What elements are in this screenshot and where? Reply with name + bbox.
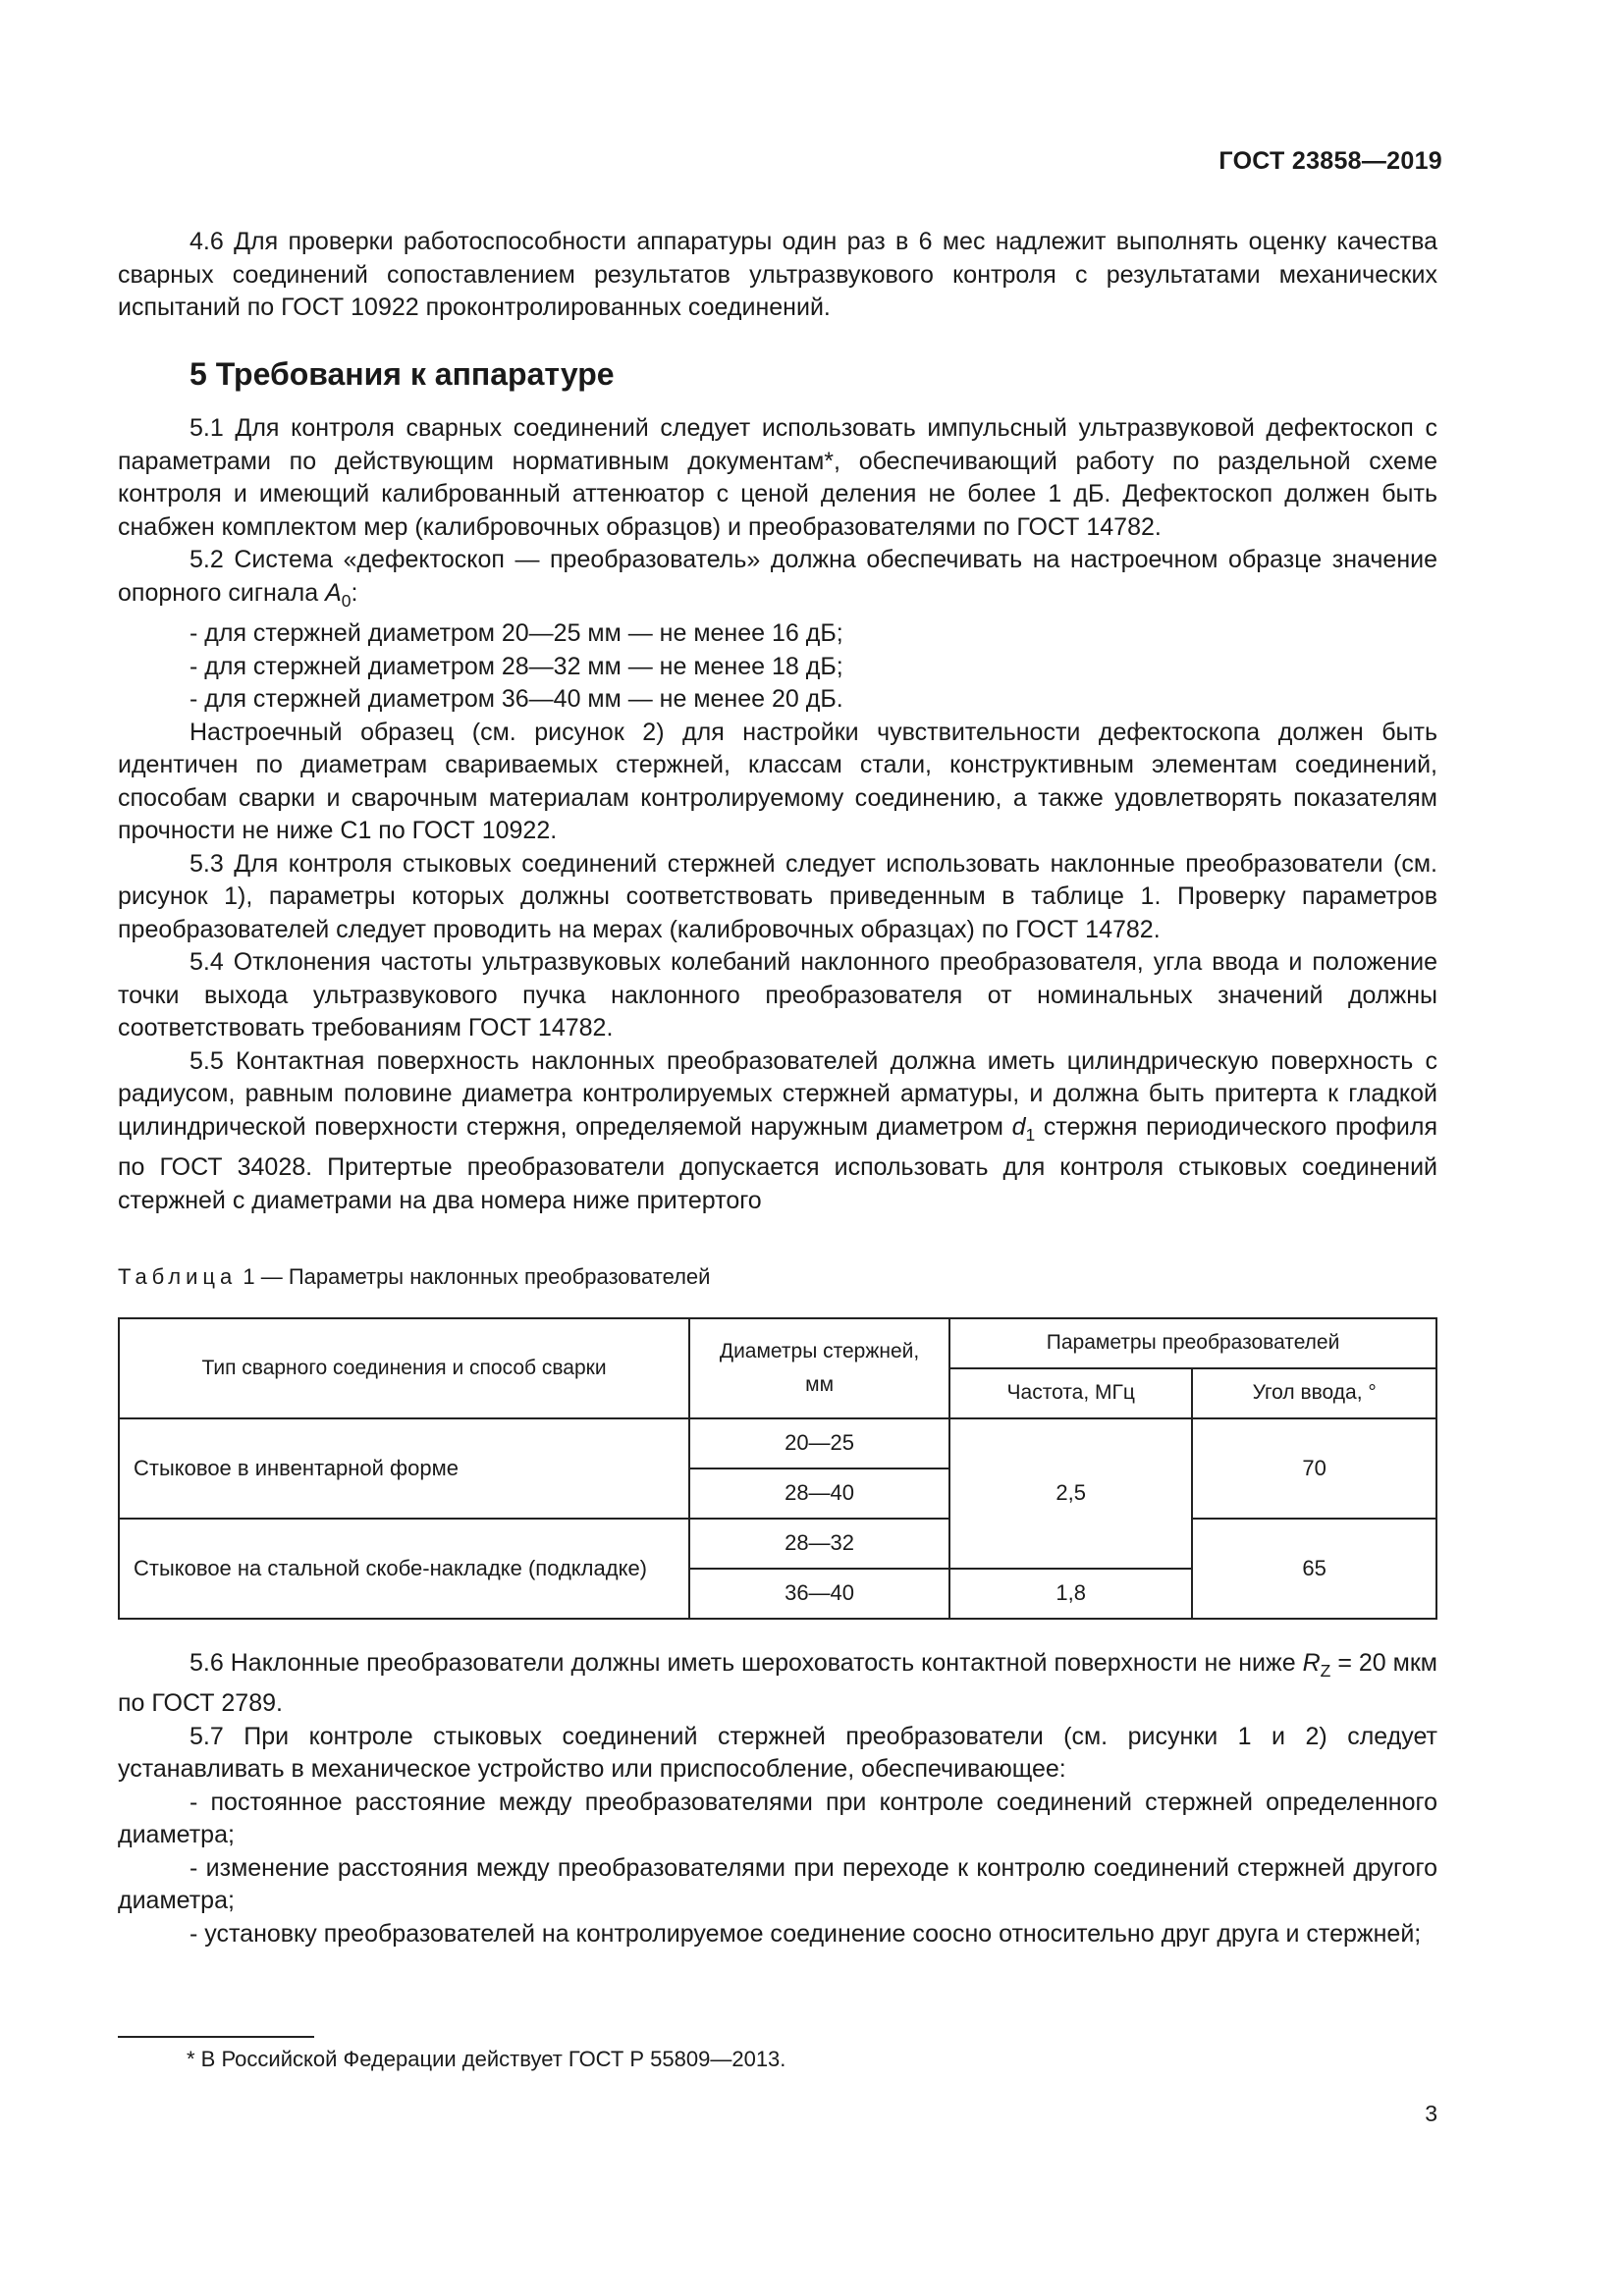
symbol-d: d [1011,1112,1026,1141]
parameters-table [118,1317,1437,1620]
header-angle: Угол ввода, ° [1192,1368,1436,1418]
paragraph-5-5-text-a: 5.5 Контактная поверхность наклонных преобразователей должна иметь цилиндрическую поверхность с радиусом, равным половине диаметра контролируемых стержней арматуры, и должна быть притерта к гладкой цилиндрической поверхности стержня, определяемой наружным диаметром [118,1046,1437,1141]
list-item: - для стержней диаметром 28—32 мм — не менее 18 дБ; [189,652,843,680]
paragraph-5-4: 5.4 Отклонения частоты ультразвуковых колебаний наклонного преобразователя, угла ввода и положение точки выхода ультразвукового пучка наклонного преобразователя от номинальных значений должны соответствовать требованиям ГОСТ 14782. [118,948,1437,1041]
paragraph-5-5 [118,1045,1437,1218]
cell-diameter: 28—32 [689,1519,949,1569]
table-row [119,1519,1436,1569]
paragraph-5-6 [118,1647,1437,1721]
paragraph-5-2-end: : [351,578,358,607]
paragraph-5-5-text-b: стержня периодического профиля по ГОСТ 34028. Притертые преобразователи допускается использовать для контроля стыковых соединений стержней с диаметрами на два номера ниже притертого [118,1112,1437,1214]
list-item: - постоянное расстояние между преобразователями при контроле соединений стержней определенного диаметра; [118,1788,1437,1848]
list-item: - для стержней диаметром 20—25 мм — не менее 16 дБ; [189,619,843,647]
paragraph-4-6: 4.6 Для проверки работоспособности аппаратуры один раз в 6 мес надлежит выполнять оценку качества сварных соединений сопоставлением результатов ультразвукового контроля с результатами механических испытаний по ГОСТ 10922 проконтролированных соединений. [118,228,1437,321]
paragraph-5-2-note: Настроечный образец (см. рисунок 2) для настройки чувствительности дефектоскопа должен быть идентичен по диаметрам свариваемых стержней, классам стали, конструктивным элементам соединений, способам сварки и сварочным материалам контролируемому соединению, а также удовлетворять показателям прочности не ниже С1 по ГОСТ 10922. [118,718,1437,844]
paragraph-5-3: 5.3 Для контроля стыковых соединений стержней следует использовать наклонные преобразователи (см. рисунок 1), параметры которых должны соответствовать приведенным в таблице 1. Проверку параметров преобразователей следует проводить на мерах (калибровочных образцах) по ГОСТ 14782. [118,849,1437,943]
page-number: 3 [1425,2101,1437,2126]
list-item: - для стержней диаметром 36—40 мм — не менее 20 дБ. [189,685,843,713]
cell-frequency: 1,8 [949,1569,1192,1619]
cell-angle: 70 [1192,1418,1436,1519]
table-caption-word: Таблица [118,1264,238,1289]
paragraph-5-2-text: 5.2 Система «дефектоскоп — преобразователь» должна обеспечивать на настроечном образце значение опорного сигнала [118,546,1437,607]
table-caption-text: 1 — Параметры наклонных преобразователей [237,1264,711,1289]
header-params: Параметры преобразователей [949,1318,1436,1368]
section-5-title: 5 Требования к аппаратуре [189,355,615,392]
cell-type: Стыковое в инвентарной форме [119,1418,689,1519]
paragraph-5-6-text-a: 5.6 Наклонные преобразователи должны иметь шероховатость контактной поверхности не ниже [189,1648,1303,1677]
list-item: - изменение расстояния между преобразователями при переходе к контролю соединений стержней другого диаметра; [118,1853,1437,1914]
cell-type: Стыковое на стальной скобе-накладке (подкладке) [119,1519,689,1619]
symbol-d-subscript: 1 [1025,1124,1036,1145]
symbol-r-subscript: Z [1320,1660,1331,1681]
cell-diameter: 36—40 [689,1569,949,1619]
document-header: ГОСТ 23858—2019 [1218,147,1442,175]
table-header-row [119,1318,1436,1368]
paragraph-5-7: 5.7 При контроле стыковых соединений стержней преобразователи (см. рисунки 1 и 2) следует устанавливать в механическое устройство или приспособление, обеспечивающее: [118,1722,1437,1783]
cell-frequency: 2,5 [949,1418,1192,1569]
page-content [118,226,1437,1950]
header-type: Тип сварного соединения и способ сварки [119,1318,689,1418]
paragraph-5-6-text-b: = 20 мкм по ГОСТ 2789. [118,1648,1437,1717]
footnote-divider [118,2036,314,2038]
cell-diameter: 20—25 [689,1418,949,1468]
symbol-a-subscript: 0 [341,590,352,611]
cell-diameter: 28—40 [689,1468,949,1519]
symbol-r: R [1302,1648,1321,1677]
table-row [119,1418,1436,1468]
list-item: - установку преобразователей на контролируемое соединение соосно относительно друг друга и стержней; [189,1919,1422,1948]
footnote: * В Российской Федерации действует ГОСТ Р 55809—2013. [187,2047,786,2071]
paragraph-5-2 [118,544,1437,617]
cell-angle: 65 [1192,1519,1436,1619]
header-diameter: Диаметры стержней, мм [689,1318,949,1418]
symbol-a: A [325,578,342,607]
table-caption [118,1260,1437,1294]
paragraph-5-1: 5.1 Для контроля сварных соединений следует использовать импульсный ультразвуковой дефектоскоп с параметрами по действующим нормативным документам*, обеспечивающий работу по раздельной схеме контроля и имеющий калиброванный аттенюатор с ценой деления не более 1 дБ. Дефектоскоп должен быть снабжен комплектом мер (калибровочных образцов) и преобразователями по ГОСТ 14782. [118,414,1437,541]
header-frequency: Частота, МГц [949,1368,1192,1418]
